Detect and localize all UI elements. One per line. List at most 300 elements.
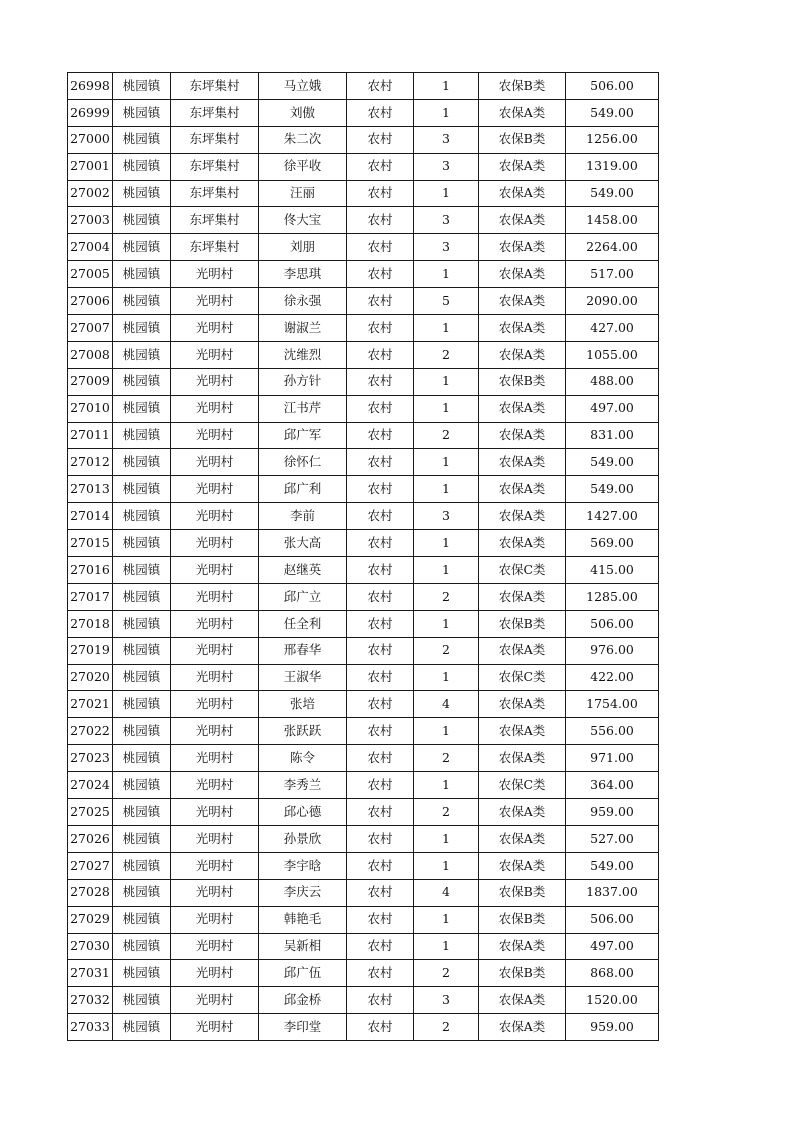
household-type-cell: 农村	[347, 476, 414, 503]
table-row	[68, 153, 659, 180]
household-type-cell: 农村	[347, 341, 414, 368]
person-name-cell: 邱广军	[259, 422, 347, 449]
village-cell: 光明村	[171, 799, 259, 826]
record-id-cell: 27000	[68, 126, 113, 153]
record-id-cell: 27028	[68, 879, 113, 906]
category-cell: 农保A类	[479, 933, 566, 960]
amount-cell: 422.00	[566, 664, 659, 691]
table-row	[68, 530, 659, 557]
category-cell: 农保B类	[479, 368, 566, 395]
person-name-cell: 李前	[259, 503, 347, 530]
table-row	[68, 368, 659, 395]
table-row	[68, 745, 659, 772]
member-count-cell: 3	[414, 987, 479, 1014]
village-cell: 光明村	[171, 395, 259, 422]
table-row	[68, 637, 659, 664]
record-id-cell: 27025	[68, 799, 113, 826]
member-count-cell: 1	[414, 395, 479, 422]
village-cell: 光明村	[171, 1014, 259, 1041]
record-id-cell: 27031	[68, 960, 113, 987]
town-cell: 桃园镇	[113, 637, 171, 664]
table-row	[68, 73, 659, 100]
household-type-cell: 农村	[347, 180, 414, 207]
town-cell: 桃园镇	[113, 718, 171, 745]
record-id-cell: 27018	[68, 610, 113, 637]
amount-cell: 549.00	[566, 99, 659, 126]
town-cell: 桃园镇	[113, 207, 171, 234]
member-count-cell: 3	[414, 207, 479, 234]
record-id-cell: 27003	[68, 207, 113, 234]
category-cell: 农保C类	[479, 664, 566, 691]
town-cell: 桃园镇	[113, 960, 171, 987]
record-id-cell: 27029	[68, 906, 113, 933]
person-name-cell: 李印堂	[259, 1014, 347, 1041]
record-id-cell: 27007	[68, 315, 113, 342]
person-name-cell: 孙景欣	[259, 825, 347, 852]
category-cell: 农保A类	[479, 1014, 566, 1041]
table-row	[68, 691, 659, 718]
record-id-cell: 27005	[68, 261, 113, 288]
amount-cell: 1520.00	[566, 987, 659, 1014]
category-cell: 农保A类	[479, 987, 566, 1014]
village-cell: 光明村	[171, 341, 259, 368]
person-name-cell: 刘傲	[259, 99, 347, 126]
person-name-cell: 邱金桥	[259, 987, 347, 1014]
record-id-cell: 27008	[68, 341, 113, 368]
record-id-cell: 27027	[68, 852, 113, 879]
table-row	[68, 583, 659, 610]
village-cell: 光明村	[171, 261, 259, 288]
village-cell: 东坪集村	[171, 153, 259, 180]
category-cell: 农保A类	[479, 449, 566, 476]
table-row	[68, 315, 659, 342]
category-cell: 农保A类	[479, 718, 566, 745]
town-cell: 桃园镇	[113, 799, 171, 826]
category-cell: 农保B类	[479, 610, 566, 637]
person-name-cell: 徐平收	[259, 153, 347, 180]
person-name-cell: 徐怀仁	[259, 449, 347, 476]
amount-cell: 1427.00	[566, 503, 659, 530]
amount-cell: 1837.00	[566, 879, 659, 906]
village-cell: 光明村	[171, 718, 259, 745]
town-cell: 桃园镇	[113, 879, 171, 906]
person-name-cell: 徐永强	[259, 288, 347, 315]
record-id-cell: 27009	[68, 368, 113, 395]
table-row	[68, 261, 659, 288]
table-body	[68, 73, 659, 1041]
village-cell: 光明村	[171, 583, 259, 610]
allowance-table	[67, 72, 659, 1041]
category-cell: 农保C类	[479, 772, 566, 799]
member-count-cell: 1	[414, 825, 479, 852]
village-cell: 光明村	[171, 610, 259, 637]
amount-cell: 549.00	[566, 476, 659, 503]
town-cell: 桃园镇	[113, 234, 171, 261]
household-type-cell: 农村	[347, 718, 414, 745]
amount-cell: 415.00	[566, 557, 659, 584]
village-cell: 东坪集村	[171, 99, 259, 126]
amount-cell: 831.00	[566, 422, 659, 449]
record-id-cell: 27014	[68, 503, 113, 530]
member-count-cell: 1	[414, 99, 479, 126]
member-count-cell: 1	[414, 530, 479, 557]
member-count-cell: 2	[414, 583, 479, 610]
amount-cell: 517.00	[566, 261, 659, 288]
category-cell: 农保B类	[479, 126, 566, 153]
village-cell: 光明村	[171, 368, 259, 395]
category-cell: 农保B类	[479, 73, 566, 100]
amount-cell: 497.00	[566, 395, 659, 422]
person-name-cell: 邱心德	[259, 799, 347, 826]
village-cell: 光明村	[171, 557, 259, 584]
record-id-cell: 27020	[68, 664, 113, 691]
household-type-cell: 农村	[347, 772, 414, 799]
village-cell: 东坪集村	[171, 126, 259, 153]
category-cell: 农保A类	[479, 852, 566, 879]
town-cell: 桃园镇	[113, 126, 171, 153]
record-id-cell: 27010	[68, 395, 113, 422]
town-cell: 桃园镇	[113, 933, 171, 960]
town-cell: 桃园镇	[113, 422, 171, 449]
town-cell: 桃园镇	[113, 664, 171, 691]
person-name-cell: 张大高	[259, 530, 347, 557]
member-count-cell: 2	[414, 341, 479, 368]
person-name-cell: 吴新相	[259, 933, 347, 960]
amount-cell: 959.00	[566, 799, 659, 826]
household-type-cell: 农村	[347, 583, 414, 610]
member-count-cell: 1	[414, 610, 479, 637]
table-row	[68, 503, 659, 530]
village-cell: 光明村	[171, 530, 259, 557]
category-cell: 农保A类	[479, 745, 566, 772]
amount-cell: 2264.00	[566, 234, 659, 261]
table-row	[68, 852, 659, 879]
amount-cell: 959.00	[566, 1014, 659, 1041]
person-name-cell: 张跃跃	[259, 718, 347, 745]
category-cell: 农保A类	[479, 234, 566, 261]
town-cell: 桃园镇	[113, 180, 171, 207]
household-type-cell: 农村	[347, 987, 414, 1014]
amount-cell: 971.00	[566, 745, 659, 772]
village-cell: 光明村	[171, 772, 259, 799]
table-row	[68, 422, 659, 449]
household-type-cell: 农村	[347, 906, 414, 933]
person-name-cell: 佟大宝	[259, 207, 347, 234]
amount-cell: 976.00	[566, 637, 659, 664]
town-cell: 桃园镇	[113, 368, 171, 395]
record-id-cell: 27006	[68, 288, 113, 315]
record-id-cell: 27004	[68, 234, 113, 261]
amount-cell: 1285.00	[566, 583, 659, 610]
record-id-cell: 27030	[68, 933, 113, 960]
category-cell: 农保A类	[479, 153, 566, 180]
town-cell: 桃园镇	[113, 73, 171, 100]
member-count-cell: 1	[414, 664, 479, 691]
member-count-cell: 2	[414, 745, 479, 772]
category-cell: 农保A类	[479, 583, 566, 610]
amount-cell: 549.00	[566, 449, 659, 476]
village-cell: 光明村	[171, 987, 259, 1014]
member-count-cell: 4	[414, 691, 479, 718]
village-cell: 东坪集村	[171, 207, 259, 234]
category-cell: 农保A类	[479, 422, 566, 449]
town-cell: 桃园镇	[113, 153, 171, 180]
category-cell: 农保B类	[479, 906, 566, 933]
town-cell: 桃园镇	[113, 395, 171, 422]
person-name-cell: 邱广立	[259, 583, 347, 610]
household-type-cell: 农村	[347, 933, 414, 960]
table-row	[68, 960, 659, 987]
village-cell: 光明村	[171, 449, 259, 476]
household-type-cell: 农村	[347, 207, 414, 234]
town-cell: 桃园镇	[113, 745, 171, 772]
household-type-cell: 农村	[347, 99, 414, 126]
household-type-cell: 农村	[347, 368, 414, 395]
village-cell: 东坪集村	[171, 234, 259, 261]
village-cell: 光明村	[171, 476, 259, 503]
town-cell: 桃园镇	[113, 288, 171, 315]
record-id-cell: 27016	[68, 557, 113, 584]
category-cell: 农保A类	[479, 530, 566, 557]
category-cell: 农保B类	[479, 960, 566, 987]
town-cell: 桃园镇	[113, 315, 171, 342]
village-cell: 光明村	[171, 637, 259, 664]
record-id-cell: 27019	[68, 637, 113, 664]
record-id-cell: 26999	[68, 99, 113, 126]
record-id-cell: 27001	[68, 153, 113, 180]
member-count-cell: 3	[414, 153, 479, 180]
category-cell: 农保A类	[479, 261, 566, 288]
town-cell: 桃园镇	[113, 530, 171, 557]
table-row	[68, 288, 659, 315]
category-cell: 农保A类	[479, 288, 566, 315]
village-cell: 光明村	[171, 879, 259, 906]
town-cell: 桃园镇	[113, 557, 171, 584]
town-cell: 桃园镇	[113, 1014, 171, 1041]
member-count-cell: 2	[414, 799, 479, 826]
amount-cell: 868.00	[566, 960, 659, 987]
member-count-cell: 1	[414, 852, 479, 879]
amount-cell: 527.00	[566, 825, 659, 852]
town-cell: 桃园镇	[113, 906, 171, 933]
village-cell: 光明村	[171, 691, 259, 718]
member-count-cell: 2	[414, 637, 479, 664]
village-cell: 光明村	[171, 745, 259, 772]
record-id-cell: 27012	[68, 449, 113, 476]
category-cell: 农保A类	[479, 799, 566, 826]
person-name-cell: 赵继英	[259, 557, 347, 584]
person-name-cell: 李思琪	[259, 261, 347, 288]
household-type-cell: 农村	[347, 664, 414, 691]
category-cell: 农保A类	[479, 825, 566, 852]
person-name-cell: 陈令	[259, 745, 347, 772]
table-row	[68, 234, 659, 261]
record-id-cell: 27002	[68, 180, 113, 207]
person-name-cell: 沈维烈	[259, 341, 347, 368]
person-name-cell: 江书芹	[259, 395, 347, 422]
amount-cell: 1319.00	[566, 153, 659, 180]
category-cell: 农保A类	[479, 207, 566, 234]
town-cell: 桃园镇	[113, 99, 171, 126]
amount-cell: 497.00	[566, 933, 659, 960]
town-cell: 桃园镇	[113, 503, 171, 530]
category-cell: 农保A类	[479, 395, 566, 422]
village-cell: 光明村	[171, 906, 259, 933]
amount-cell: 1256.00	[566, 126, 659, 153]
member-count-cell: 1	[414, 368, 479, 395]
amount-cell: 569.00	[566, 530, 659, 557]
member-count-cell: 2	[414, 1014, 479, 1041]
member-count-cell: 3	[414, 234, 479, 261]
town-cell: 桃园镇	[113, 583, 171, 610]
table-row	[68, 180, 659, 207]
amount-cell: 364.00	[566, 772, 659, 799]
household-type-cell: 农村	[347, 879, 414, 906]
household-type-cell: 农村	[347, 637, 414, 664]
table-row	[68, 99, 659, 126]
record-id-cell: 27013	[68, 476, 113, 503]
household-type-cell: 农村	[347, 422, 414, 449]
village-cell: 光明村	[171, 664, 259, 691]
category-cell: 农保A类	[479, 315, 566, 342]
town-cell: 桃园镇	[113, 772, 171, 799]
household-type-cell: 农村	[347, 395, 414, 422]
household-type-cell: 农村	[347, 745, 414, 772]
amount-cell: 506.00	[566, 610, 659, 637]
member-count-cell: 4	[414, 879, 479, 906]
record-id-cell: 27026	[68, 825, 113, 852]
table-row	[68, 933, 659, 960]
village-cell: 东坪集村	[171, 73, 259, 100]
table-row	[68, 879, 659, 906]
record-id-cell: 26998	[68, 73, 113, 100]
table-row	[68, 476, 659, 503]
member-count-cell: 1	[414, 772, 479, 799]
village-cell: 东坪集村	[171, 180, 259, 207]
household-type-cell: 农村	[347, 288, 414, 315]
household-type-cell: 农村	[347, 503, 414, 530]
record-id-cell: 27023	[68, 745, 113, 772]
household-type-cell: 农村	[347, 530, 414, 557]
member-count-cell: 1	[414, 73, 479, 100]
member-count-cell: 3	[414, 503, 479, 530]
town-cell: 桃园镇	[113, 691, 171, 718]
member-count-cell: 1	[414, 933, 479, 960]
household-type-cell: 农村	[347, 799, 414, 826]
table-row	[68, 906, 659, 933]
amount-cell: 506.00	[566, 906, 659, 933]
record-id-cell: 27033	[68, 1014, 113, 1041]
amount-cell: 2090.00	[566, 288, 659, 315]
town-cell: 桃园镇	[113, 987, 171, 1014]
amount-cell: 549.00	[566, 852, 659, 879]
person-name-cell: 谢淑兰	[259, 315, 347, 342]
category-cell: 农保A类	[479, 476, 566, 503]
table-row	[68, 449, 659, 476]
person-name-cell: 邱广利	[259, 476, 347, 503]
amount-cell: 506.00	[566, 73, 659, 100]
person-name-cell: 孙方针	[259, 368, 347, 395]
record-id-cell: 27022	[68, 718, 113, 745]
person-name-cell: 朱二次	[259, 126, 347, 153]
member-count-cell: 3	[414, 126, 479, 153]
member-count-cell: 1	[414, 476, 479, 503]
person-name-cell: 韩艳毛	[259, 906, 347, 933]
person-name-cell: 邱广伍	[259, 960, 347, 987]
member-count-cell: 1	[414, 261, 479, 288]
person-name-cell: 刘朋	[259, 234, 347, 261]
amount-cell: 427.00	[566, 315, 659, 342]
village-cell: 光明村	[171, 288, 259, 315]
table-row	[68, 825, 659, 852]
amount-cell: 1055.00	[566, 341, 659, 368]
person-name-cell: 王淑华	[259, 664, 347, 691]
town-cell: 桃园镇	[113, 476, 171, 503]
person-name-cell: 李庆云	[259, 879, 347, 906]
table-row	[68, 207, 659, 234]
household-type-cell: 农村	[347, 153, 414, 180]
amount-cell: 1754.00	[566, 691, 659, 718]
town-cell: 桃园镇	[113, 825, 171, 852]
table-row	[68, 799, 659, 826]
member-count-cell: 1	[414, 718, 479, 745]
person-name-cell: 李宇晗	[259, 852, 347, 879]
table-row	[68, 610, 659, 637]
person-name-cell: 马立娥	[259, 73, 347, 100]
household-type-cell: 农村	[347, 261, 414, 288]
town-cell: 桃园镇	[113, 852, 171, 879]
record-id-cell: 27017	[68, 583, 113, 610]
person-name-cell: 汪丽	[259, 180, 347, 207]
member-count-cell: 2	[414, 960, 479, 987]
category-cell: 农保A类	[479, 637, 566, 664]
village-cell: 光明村	[171, 960, 259, 987]
household-type-cell: 农村	[347, 234, 414, 261]
record-id-cell: 27011	[68, 422, 113, 449]
record-id-cell: 27032	[68, 987, 113, 1014]
member-count-cell: 1	[414, 180, 479, 207]
amount-cell: 549.00	[566, 180, 659, 207]
table-row	[68, 395, 659, 422]
category-cell: 农保A类	[479, 180, 566, 207]
table-row	[68, 772, 659, 799]
person-name-cell: 张培	[259, 691, 347, 718]
member-count-cell: 1	[414, 449, 479, 476]
member-count-cell: 5	[414, 288, 479, 315]
household-type-cell: 农村	[347, 73, 414, 100]
member-count-cell: 1	[414, 315, 479, 342]
record-id-cell: 27021	[68, 691, 113, 718]
household-type-cell: 农村	[347, 852, 414, 879]
household-type-cell: 农村	[347, 557, 414, 584]
person-name-cell: 邢春华	[259, 637, 347, 664]
village-cell: 光明村	[171, 503, 259, 530]
village-cell: 光明村	[171, 825, 259, 852]
household-type-cell: 农村	[347, 126, 414, 153]
category-cell: 农保A类	[479, 503, 566, 530]
village-cell: 光明村	[171, 315, 259, 342]
household-type-cell: 农村	[347, 610, 414, 637]
table-row	[68, 1014, 659, 1041]
town-cell: 桃园镇	[113, 610, 171, 637]
village-cell: 光明村	[171, 852, 259, 879]
person-name-cell: 任全利	[259, 610, 347, 637]
table-row	[68, 664, 659, 691]
record-id-cell: 27024	[68, 772, 113, 799]
member-count-cell: 2	[414, 422, 479, 449]
village-cell: 光明村	[171, 933, 259, 960]
town-cell: 桃园镇	[113, 261, 171, 288]
